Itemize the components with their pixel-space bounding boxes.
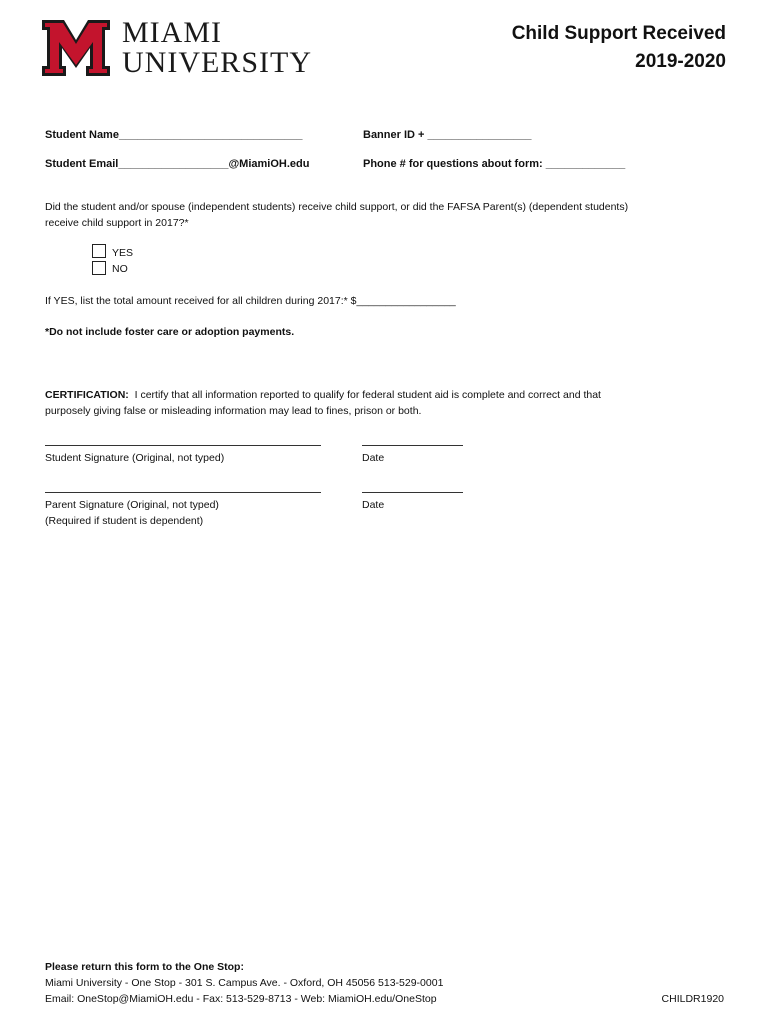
student-date-label: Date — [362, 452, 385, 464]
form-title-main: Child Support Received — [511, 23, 726, 44]
footer-contact: Email: OneStop@MiamiOH.edu - Fax: 513-529-8713 - Web: MiamiOH.edu/OneStop — [45, 993, 437, 1005]
parent-required-note: (Required if student is dependent) — [45, 515, 204, 527]
student-signature-label: Student Signature (Original, not typed) — [45, 452, 225, 464]
certification-line-1 — [45, 387, 601, 403]
phone-field[interactable]: Phone # for questions about form: _____________ — [363, 158, 626, 170]
form-title-year: 2019-2020 — [635, 51, 726, 72]
certification-line-2: purposely giving false or misleading information may lead to fines, prison or both. — [45, 405, 422, 417]
no-checkbox[interactable] — [92, 261, 106, 275]
parent-signature-line[interactable] — [45, 492, 321, 493]
footer-address: Miami University - One Stop - 301 S. Campus Ave. - Oxford, OH 45056 513-529-0001 — [45, 977, 444, 989]
parent-date-line[interactable] — [362, 492, 463, 493]
banner-id-field[interactable]: Banner ID + _________________ — [363, 129, 532, 141]
question-line-2: receive child support in 2017?* — [45, 217, 189, 229]
student-name-field[interactable]: Student Name______________________________ — [45, 129, 303, 141]
student-date-line[interactable] — [362, 445, 463, 446]
form-code: CHILDR1920 — [661, 993, 724, 1005]
parent-signature-label: Parent Signature (Original, not typed) — [45, 499, 219, 511]
yes-checkbox[interactable] — [92, 244, 106, 258]
logo-line-university: UNIVERSITY — [122, 46, 312, 79]
parent-date-label: Date — [362, 499, 385, 511]
certification-label: CERTIFICATION: — [45, 389, 129, 401]
foster-care-note: *Do not include foster care or adoption payments. — [45, 326, 295, 338]
student-signature-line[interactable] — [45, 445, 321, 446]
certification-text-1: I certify that all information reported to qualify for federal student aid is complete and correct and that — [128, 389, 601, 401]
logo-line-miami: MIAMI — [122, 16, 222, 49]
question-line-1: Did the student and/or spouse (independent students) receive child support, or did the FAFSA Parent(s) (dependent students) — [45, 201, 629, 213]
yes-label: YES — [112, 247, 134, 259]
return-instructions: Please return this form to the One Stop: — [45, 961, 244, 973]
no-label: NO — [112, 263, 128, 275]
amount-field[interactable]: If YES, list the total amount received for all children during 2017:* $_________________ — [45, 295, 456, 307]
form-title — [512, 20, 726, 76]
miami-logo — [40, 18, 340, 82]
logo-wordmark — [122, 18, 312, 78]
miami-m-logo-icon — [40, 18, 112, 78]
student-email-field[interactable]: Student Email__________________@MiamiOH.edu — [45, 158, 310, 170]
